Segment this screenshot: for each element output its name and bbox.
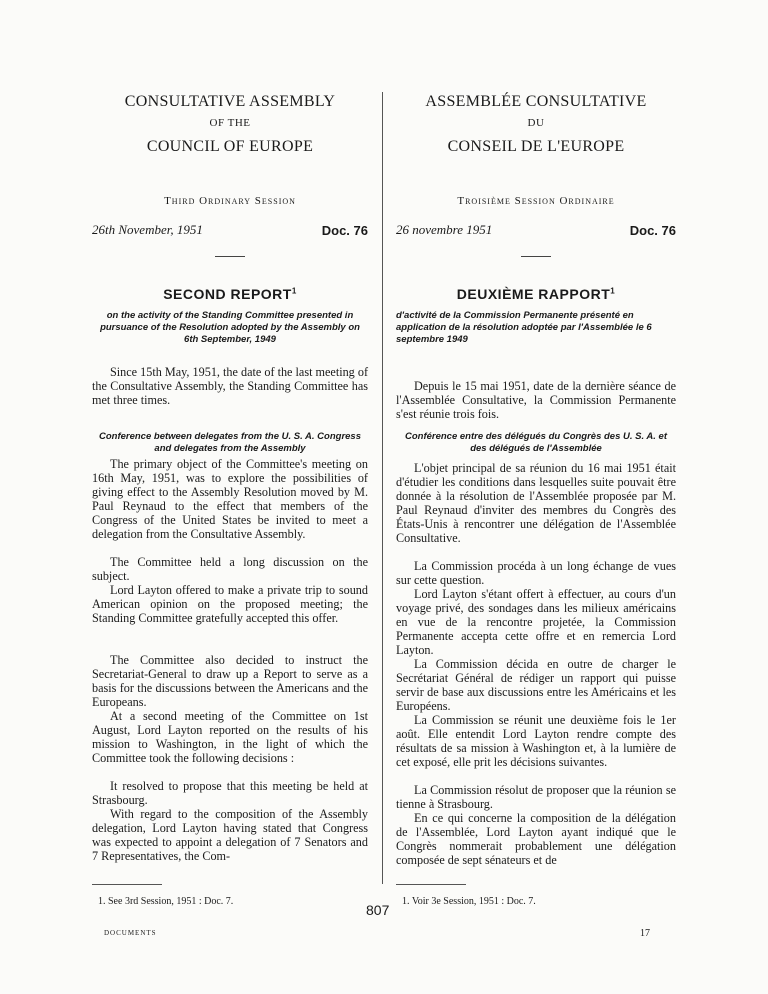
paragraph-6: La Commission résolut de proposer que la réunion se tienne à Strasbourg. (396, 783, 676, 811)
footnote-mark: 1 (610, 286, 616, 296)
page-number: 807 (366, 902, 390, 918)
report-title: SECOND REPORT$^1$ (163, 286, 297, 302)
section-heading: Conférence entre des délégués du Congrès des U. S. A. et des délégués de l'Assemblée (404, 431, 668, 454)
paragraph-1: The primary object of the Committee's meeting on 16th May, 1951, was to explore the possibilities of giving effect to the Assembly Resolution moved by M. Paul Reynaud to the effect that members of the Congress of the United States be invited to meet a delegation from the Consultative Assembly. (92, 457, 368, 541)
org-line2: OF THE (209, 117, 251, 129)
section-heading: Conference between delegates from the U. S. A. Congress and delegates from the Assembly (98, 431, 361, 454)
paragraph-7: En ce qui concerne la composition de la délégation de l'Assemblée, Lord Layton ayant indiqué que le Congrès nommerait probablement une délégation composée de sept sénateurs et de (396, 811, 676, 867)
footnote-rule (92, 884, 162, 885)
report-title: DEUXIÈME RAPPORT$^1$ (456, 286, 616, 302)
footnote-rule (396, 884, 466, 885)
separator (215, 256, 245, 257)
intro-paragraph: Since 15th May, 1951, the date of the last meeting of the Consultative Assembly, the Standing Committee has met three times. (92, 365, 368, 407)
doc-number: Doc. 76 (321, 223, 368, 238)
session-label: Third Ordinary Session (164, 195, 296, 207)
session-label: Troisième Session Ordinaire (457, 195, 615, 207)
doc-date: 26th November, 1951 (92, 222, 203, 237)
footnote: 1. Voir 3e Session, 1951 : Doc. 7. (402, 896, 536, 907)
paragraph-1: L'objet principal de sa réunion du 16 mai 1951 était d'étudier les conditions dans lesquelles suite pouvait être donnée à la résolution de l'Assemblée proposée par M. Paul Reynaud d'inviter des membres du Congrès des États-Unis à rencontrer une délégation de l'Assemblée Consultative. (396, 461, 676, 545)
paragraph-5: La Commission se réunit une deuxième fois le 1er août. Elle entendit Lord Layton rendre compte des résultats de sa mission à Washington et, à la lumière de cet exposé, elle prit les décisions suivantes. (396, 713, 676, 769)
column-divider (382, 92, 383, 884)
paragraph-7: With regard to the composition of the Assembly delegation, Lord Layton having stated that Congress was expected to appoint a delegation of 7 Senators and 7 Representatives, the Com- (92, 807, 368, 863)
paragraph-3: Lord Layton s'étant offert à effectuer, au cours d'un voyage privé, des sondages dans les milieux américains en vue de la rencontre projetée, la Commission Permanente accepta cette offre et en remercia Lord Layton. (396, 587, 676, 657)
report-subtitle: d'activité de la Commission Permanente présenté en application de la résolution adoptée par l'Assemblée le 6 septembre 1949 (396, 310, 652, 345)
org-line1: ASSEMBLÉE CONSULTATIVE (425, 93, 647, 110)
org-line2: DU (527, 117, 545, 129)
documents-label: DOCUMENTS (104, 929, 157, 937)
footnote-mark: 1 (291, 286, 297, 296)
org-line3: COUNCIL OF EUROPE (146, 138, 314, 155)
report-subtitle: on the activity of the Standing Committee presented in pursuance of the Resolution adopted by the Assembly on 6th September, 1949 (100, 310, 360, 345)
separator (521, 256, 551, 257)
footnote: 1. See 3rd Session, 1951 : Doc. 7. (98, 896, 234, 907)
paragraph-6: It resolved to propose that this meeting be held at Strasbourg. (92, 779, 368, 807)
intro-paragraph: Depuis le 15 mai 1951, date de la dernière séance de l'Assemblée Consultative, la Commission Permanente s'est réunie trois fois. (396, 379, 676, 421)
org-line1: CONSULTATIVE ASSEMBLY (124, 93, 336, 110)
paragraph-2: La Commission procéda à un long échange de vues sur cette question. (396, 559, 676, 587)
paragraph-4: The Committee also decided to instruct the Secretariat-General to draw up a Report to serve as a basis for the discussions between the Americans and the Europeans. (92, 653, 368, 709)
paragraph-4: La Commission décida en outre de charger le Secrétariat Général de rédiger un rapport qui puisse servir de base aux discussions entre les Américains et les Européens. (396, 657, 676, 713)
doc-number: Doc. 76 (629, 223, 676, 238)
paragraph-3: Lord Layton offered to make a private trip to sound American opinion on the proposed meeting; the Standing Committee gratefully accepted this offer. (92, 583, 368, 625)
page-17: 17 (640, 928, 650, 939)
paragraph-2: The Committee held a long discussion on the subject. (92, 555, 368, 583)
org-line3: CONSEIL DE L'EUROPE (447, 138, 625, 155)
doc-date: 26 novembre 1951 (396, 222, 493, 237)
paragraph-5: At a second meeting of the Committee on 1st August, Lord Layton reported on the results of his mission to Washington, in the light of which the Committee took the following decisions : (92, 709, 368, 765)
